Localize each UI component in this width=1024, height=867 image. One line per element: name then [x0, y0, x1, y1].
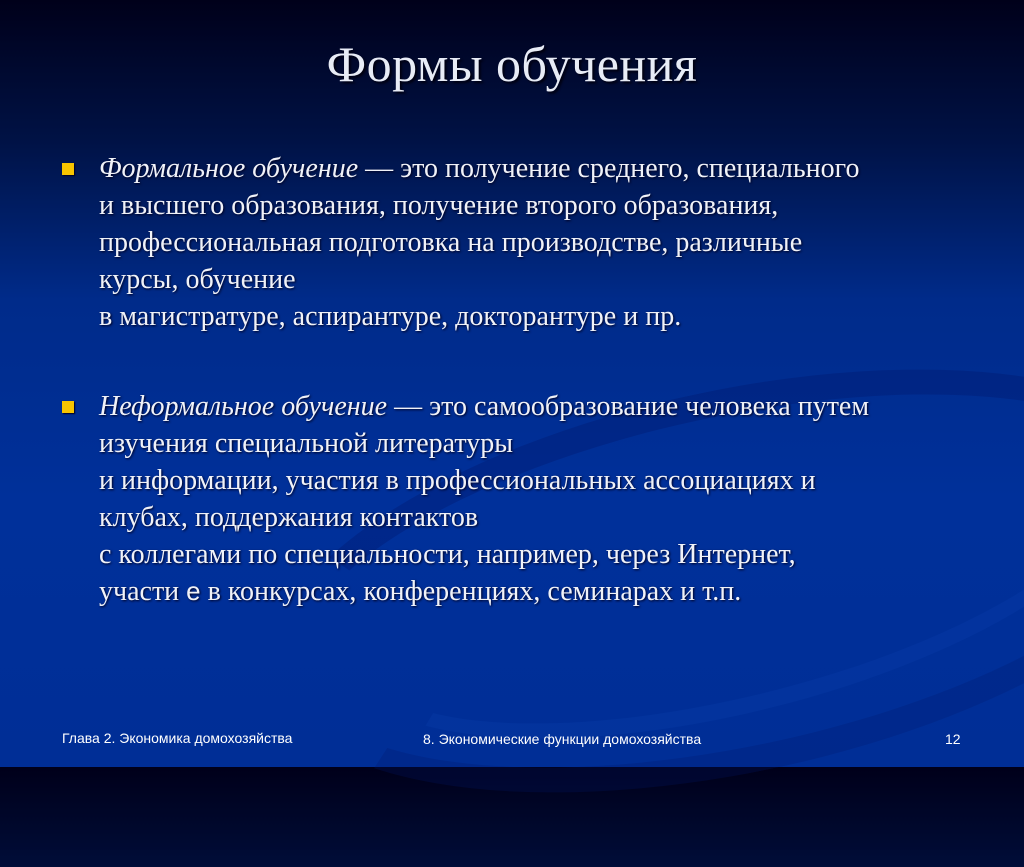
bullet-text	[99, 388, 982, 610]
term-formal: Формальное обучение	[99, 153, 359, 184]
bullet-formal-learning	[62, 150, 982, 335]
bullet-line: курсы, обучение	[99, 264, 296, 295]
square-bullet-icon	[62, 401, 74, 413]
bullet-line: и информации, участия в профессиональных ассоциациях и	[99, 465, 816, 496]
bullet-line: профессиональная подготовка на производстве, различные	[99, 227, 803, 258]
bullet-text	[99, 150, 982, 335]
bullet-line: и высшего образования, получение второго образования,	[99, 190, 779, 221]
slide-title: Формы обучения	[326, 36, 698, 92]
square-bullet-icon	[62, 163, 74, 175]
bullet-line: в магистратуре, аспирантуре, докторантуре и пр.	[99, 301, 682, 332]
bullet-informal-learning	[62, 388, 982, 610]
sans-letter: е	[186, 576, 201, 606]
footer-chapter: Глава 2. Экономика домохозяйства	[62, 730, 293, 746]
footer-section: 8. Экономические функции домохозяйства	[423, 731, 702, 747]
term-informal: Неформальное обучение	[99, 391, 388, 422]
slide-number: 12	[945, 731, 961, 747]
bullet-line: изучения специальной литературы	[99, 428, 514, 459]
bullet-line: клубах, поддержания контактов	[99, 502, 479, 533]
bullet-line: с коллегами по специальности, например, через Интернет,	[99, 539, 796, 570]
bullet-line: участи е в конкурсах, конференциях, семинарах и т.п.	[99, 576, 742, 607]
bullet-line: Формальное обучение — это получение среднего, специального	[99, 153, 860, 184]
bullet-line: Неформальное обучение — это самообразование человека путем	[99, 391, 870, 422]
